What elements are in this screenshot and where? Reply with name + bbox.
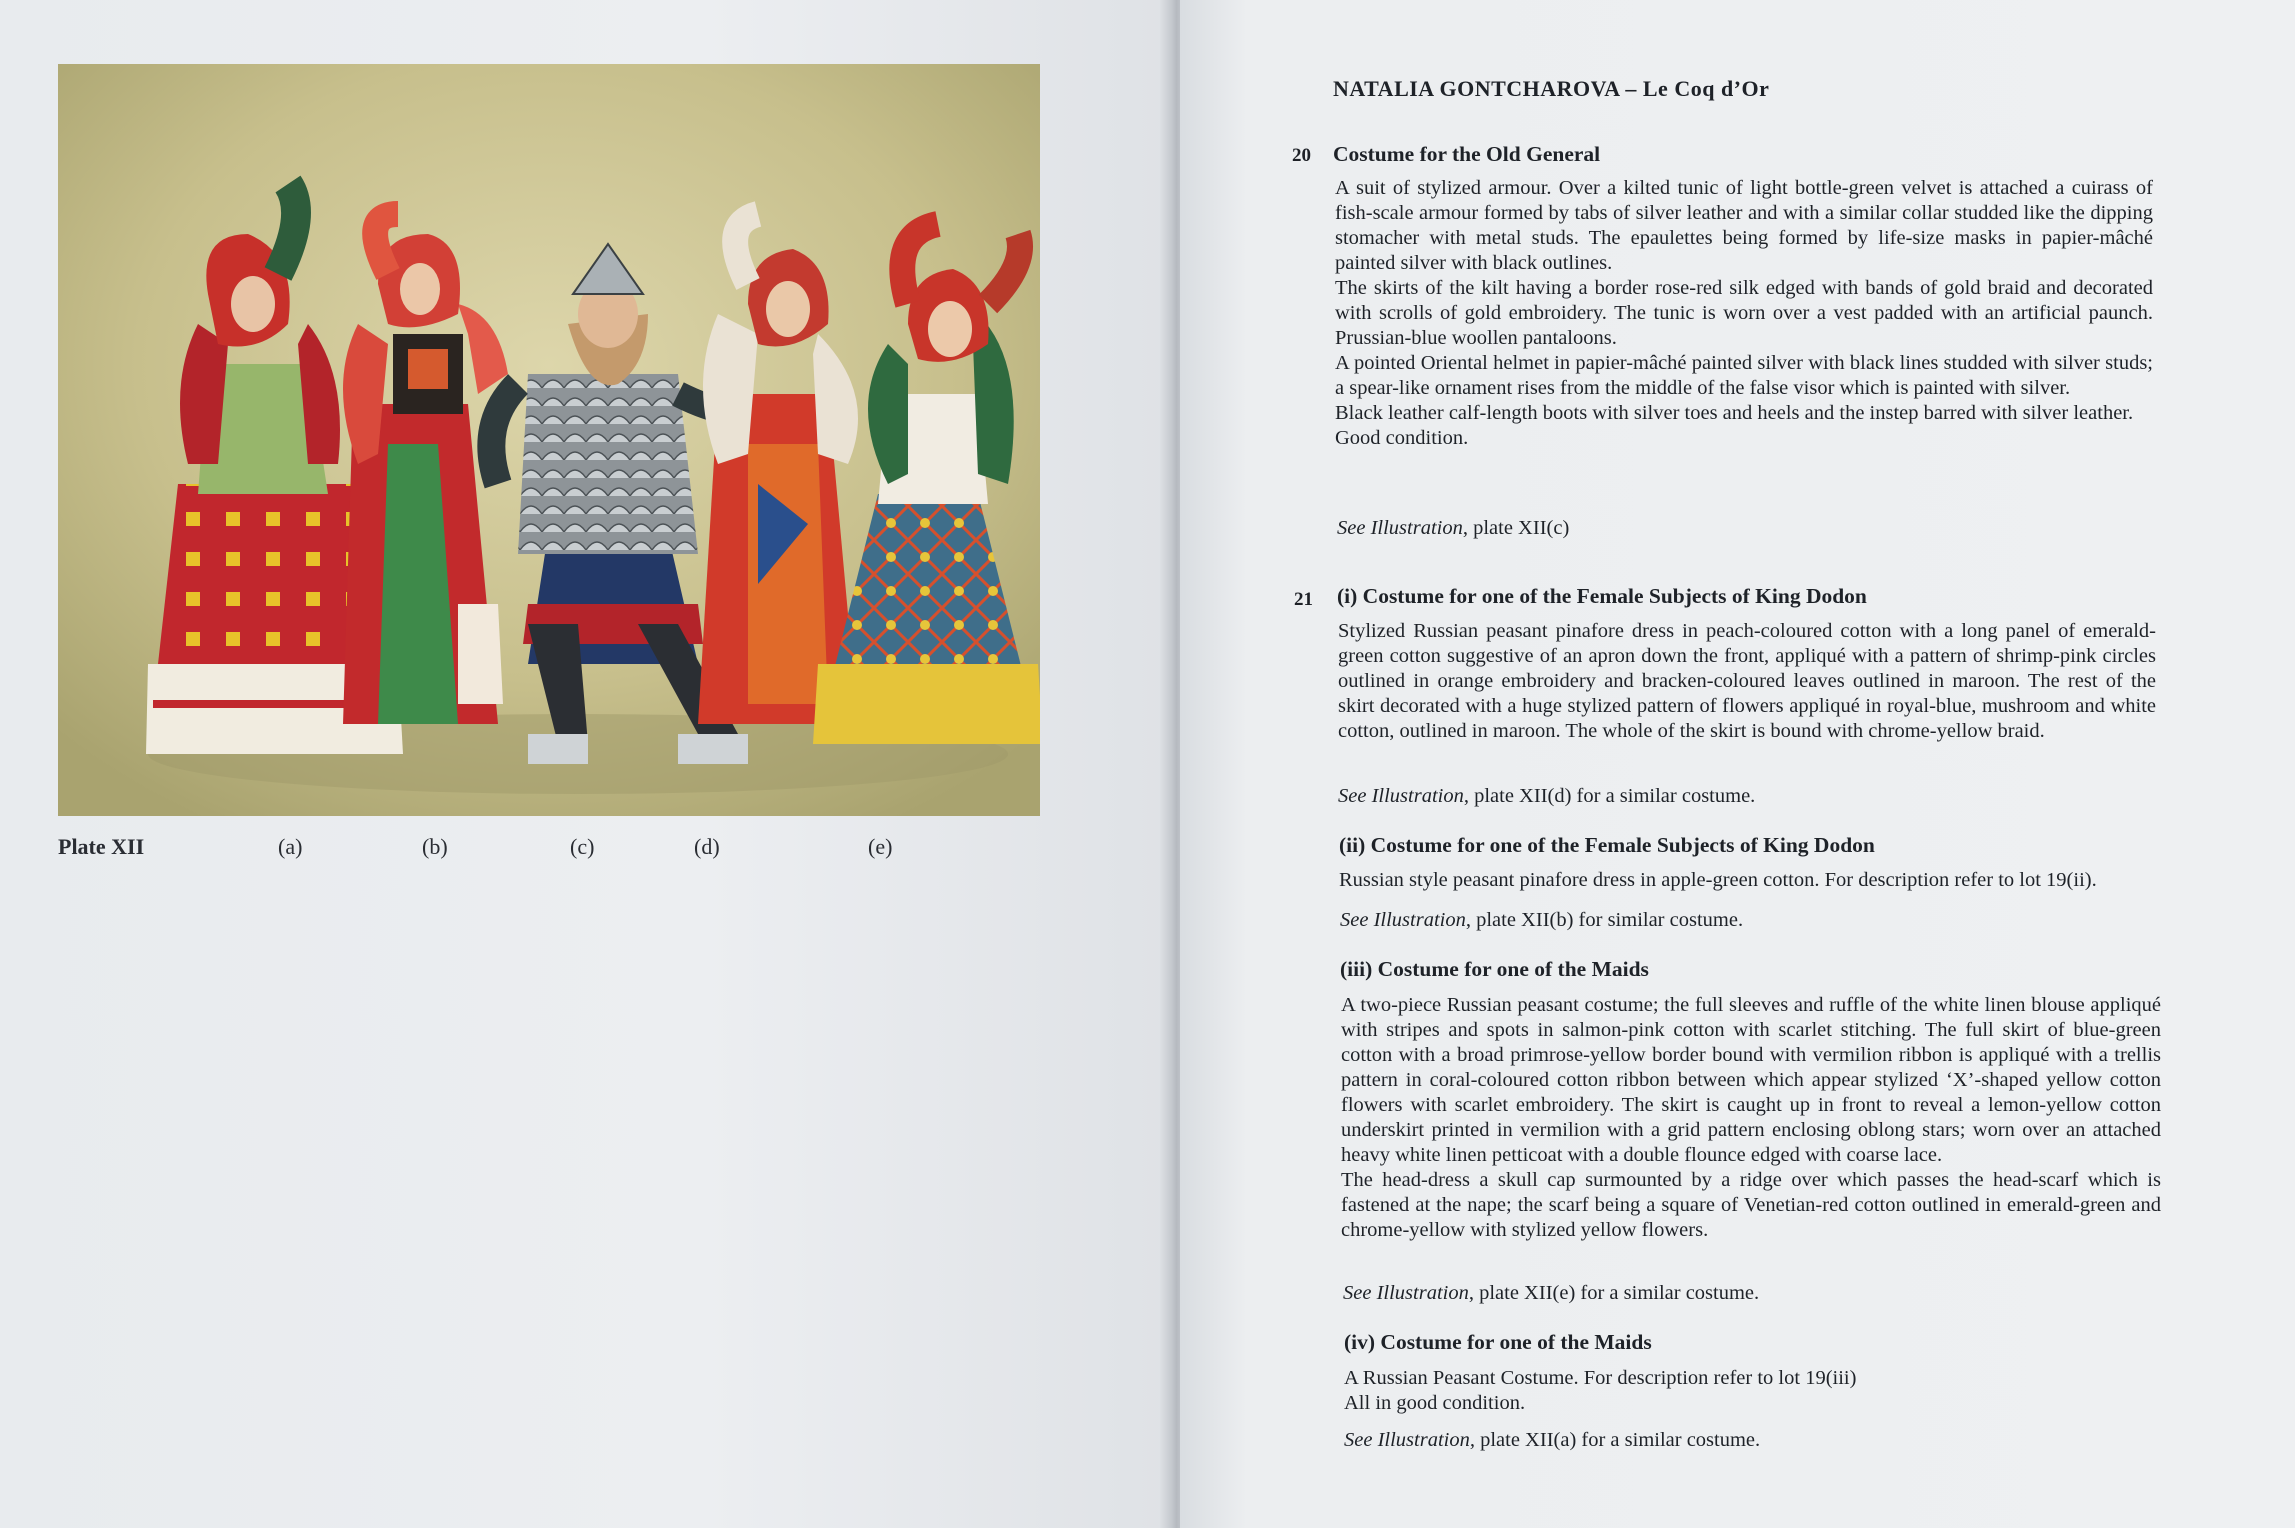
lot-21-ii-paragraph: Russian style peasant pinafore dress in apple-green cotton. For description refer to lot 19(ii). (1339, 869, 2097, 891)
lot-21-iii-see-illustration (1343, 1281, 1759, 1306)
lot-20-see-illustration (1337, 516, 1569, 541)
see-illustration-reference: , plate XII(c) (1462, 517, 1570, 539)
lot-20-paragraph: Good condition. (1335, 427, 1469, 449)
plate-letter-c: (c) (570, 834, 595, 859)
plate-letter-d: (d) (694, 834, 720, 859)
plate-letter-a: (a) (278, 834, 303, 859)
lot-21-i-title: (i) Costume for one of the Female Subjects of King Dodon (1337, 584, 1867, 608)
lot-21-iii-title: (iii) Costume for one of the Maids (1340, 957, 1649, 981)
see-illustration-label: See Illustration (1343, 1282, 1469, 1304)
lot-20-paragraph: A pointed Oriental helmet in papier-mâché painted silver with black lines studded with silver studs; a spear-like ornament rises from the middle of the false visor which is painted with silver. (1335, 352, 2153, 399)
lot-21-ii-description (1339, 868, 2161, 893)
see-illustration-label: See Illustration (1340, 909, 1466, 931)
plate-label: Plate XII (58, 834, 145, 859)
lot-21-i-see-illustration (1338, 784, 1755, 809)
lot-20-paragraph: The skirts of the kilt having a border rose-red silk edged with bands of gold braid and decorated with scrolls of gold embroidery. The tunic is worn over a vest padded with an artificial paunch. Prussian-blue woollen pantaloons. (1335, 277, 2153, 349)
lot-20-paragraph: A suit of stylized armour. Over a kilted tunic of light bottle-green velvet is attached a cuirass of fish-scale armour formed by tabs of silver leather and with a similar collar studded like the dipping stomacher with metal studs. The epaulettes being formed by life-size masks in papier-mâché painted silver with black outlines. (1335, 177, 2153, 274)
costume-photo-illustration (58, 64, 1040, 816)
lot-21-iii-paragraph: The head-dress a skull cap surmounted by a ridge over which passes the head-scarf which is fastened at the nape; the scarf being a square of Venetian-red cotton outlined in emerald-green and chrome-yellow with stylized yellow flowers. (1341, 1169, 2161, 1241)
lot-number-20: 20 (1292, 145, 1311, 166)
see-illustration-label: See Illustration (1338, 785, 1464, 807)
lot-21-ii-title: (ii) Costume for one of the Female Subjects of King Dodon (1339, 833, 1875, 857)
lot-20-title: Costume for the Old General (1333, 142, 1601, 166)
see-illustration-label: See Illustration, (1344, 1429, 1475, 1451)
lot-21-iii-paragraph: A two-piece Russian peasant costume; the full sleeves and ruffle of the white linen blouse appliqué with stripes and spots in salmon-pink cotton with scarlet stitching. The full skirt of blue-green cotton with a broad primrose-yellow border bound with vermilion ribbon is appliqué with a trellis pattern in coral-coloured cotton ribbon between which appear stylized ‘X’-shaped yellow cotton flowers with scarlet embroidery. The skirt is caught up in front to reveal a lemon-yellow cotton underskirt printed in vermilion with a grid pattern enclosing oblong stars; worn over an attached heavy white linen petticoat with a double flounce edged with coarse lace. (1341, 994, 2161, 1166)
lot-21-i-description (1338, 619, 2156, 744)
plate-photograph (58, 64, 1040, 816)
plate-letter-b: (b) (422, 834, 448, 859)
see-illustration-reference: , plate XII(b) for similar costume. (1465, 909, 1744, 931)
plate-letter-e: (e) (868, 834, 893, 859)
lot-20-description (1335, 176, 2153, 451)
lot-20-paragraph: Black leather calf-length boots with silver toes and heels and the instep barred with silver leather. (1335, 402, 2134, 424)
lot-21-iv-see-illustration (1344, 1428, 1760, 1453)
lot-21-iv-title: (iv) Costume for one of the Maids (1344, 1330, 1652, 1354)
lot-21-iii-description (1341, 993, 2161, 1243)
see-illustration-reference: , plate XII(e) for a similar costume. (1468, 1282, 1760, 1304)
see-illustration-label: See Illustration (1337, 517, 1463, 539)
lot-21-ii-see-illustration (1340, 908, 1743, 933)
see-illustration-reference: , plate XII(d) for a similar costume. (1463, 785, 1756, 807)
lot-21-i-paragraph: Stylized Russian peasant pinafore dress in peach-coloured cotton with a long panel of emerald-green cotton suggestive of an apron down the front, appliqué with a pattern of shrimp-pink circles outlined in orange embroidery and bracken-coloured leaves outlined in maroon. The rest of the skirt decorated with a huge stylized pattern of flowers appliqué in royal-blue, mushroom and white cotton, outlined in maroon. The whole of the skirt is bound with chrome-yellow braid. (1338, 620, 2156, 742)
lot-21-iv-paragraph: All in good condition. (1344, 1392, 1526, 1414)
page-heading: NATALIA GONTCHAROVA – Le Coq d’Or (1333, 76, 1770, 101)
lot-21-iv-description (1344, 1366, 2164, 1416)
lot-21-iv-paragraph: A Russian Peasant Costume. For description refer to lot 19(iii) (1344, 1367, 1857, 1389)
lot-number-21: 21 (1294, 589, 1313, 610)
see-illustration-reference: plate XII(a) for a similar costume. (1474, 1429, 1761, 1451)
